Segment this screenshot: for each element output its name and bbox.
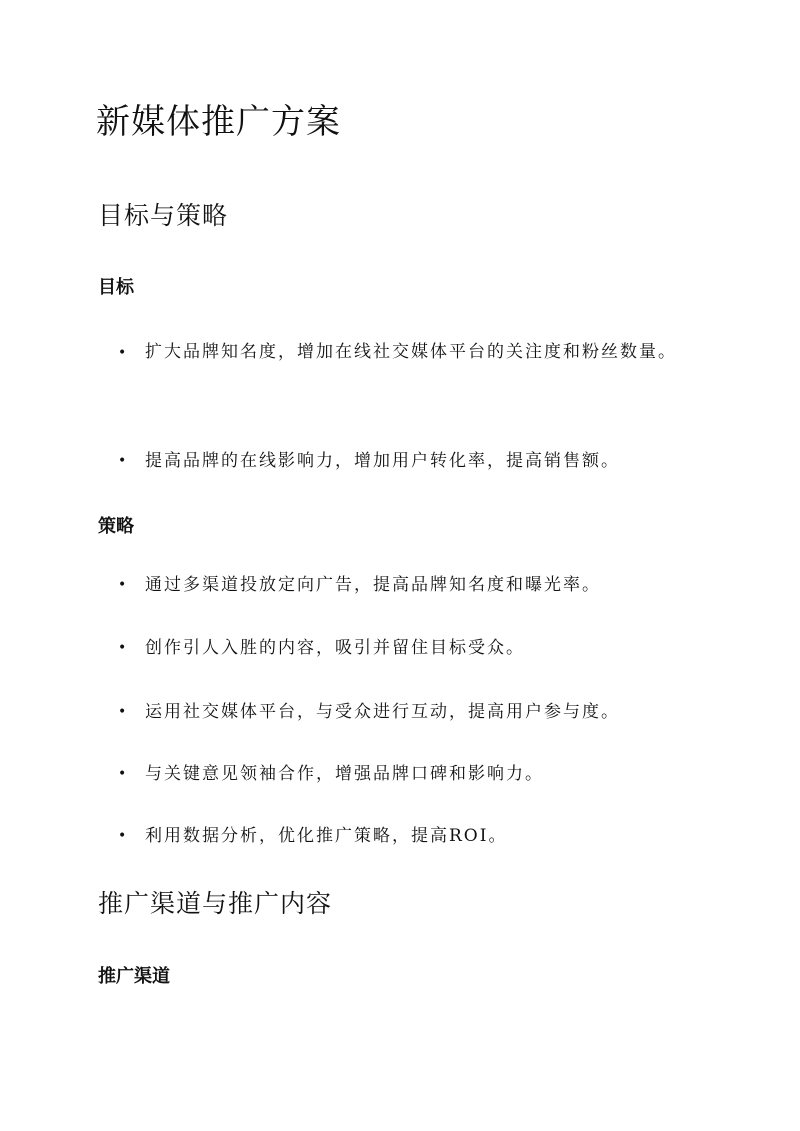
subsection-heading-strategy: 策略 [98,516,134,537]
list-item [118,572,678,598]
list-item-text: 创作引人入胜的内容，吸引并留住目标受众。 [145,638,525,658]
section-heading-goals-strategy: 目标与策略 [98,201,229,230]
list-item-text: 与关键意见领袖合作，增强品牌口碑和影响力。 [145,764,544,784]
list-item [118,340,678,378]
document-title: 新媒体推广方案 [96,102,341,142]
bullet-icon: • [118,577,129,593]
bullet-icon: • [118,828,129,844]
subsection-heading-channels: 推广渠道 [98,966,170,987]
bullet-icon: • [118,704,129,720]
bullet-icon: • [118,766,129,782]
list-item-text: 运用社交媒体平台，与受众进行互动，提高用户参与度。 [145,702,620,722]
list-item [118,699,678,725]
list-item [118,635,678,661]
bullet-icon: • [118,453,129,469]
list-item-text: 提高品牌的在线影响力，增加用户转化率，提高销售额。 [145,451,620,471]
bullet-icon: • [118,640,129,656]
list-item-text: 扩大品牌知名度，增加在线社交媒体平台的关注度和粉丝数量。 [145,342,677,362]
list-item-text: 通过多渠道投放定向广告，提高品牌知名度和曝光率。 [145,575,601,595]
list-item [118,823,678,849]
subsection-heading-goals: 目标 [98,277,134,298]
bullet-icon: • [118,345,129,361]
list-item-text: 利用数据分析，优化推广策略，提高ROI。 [145,826,508,846]
list-item [118,761,678,787]
list-item [118,448,678,474]
section-heading-channels-content: 推广渠道与推广内容 [98,889,333,918]
